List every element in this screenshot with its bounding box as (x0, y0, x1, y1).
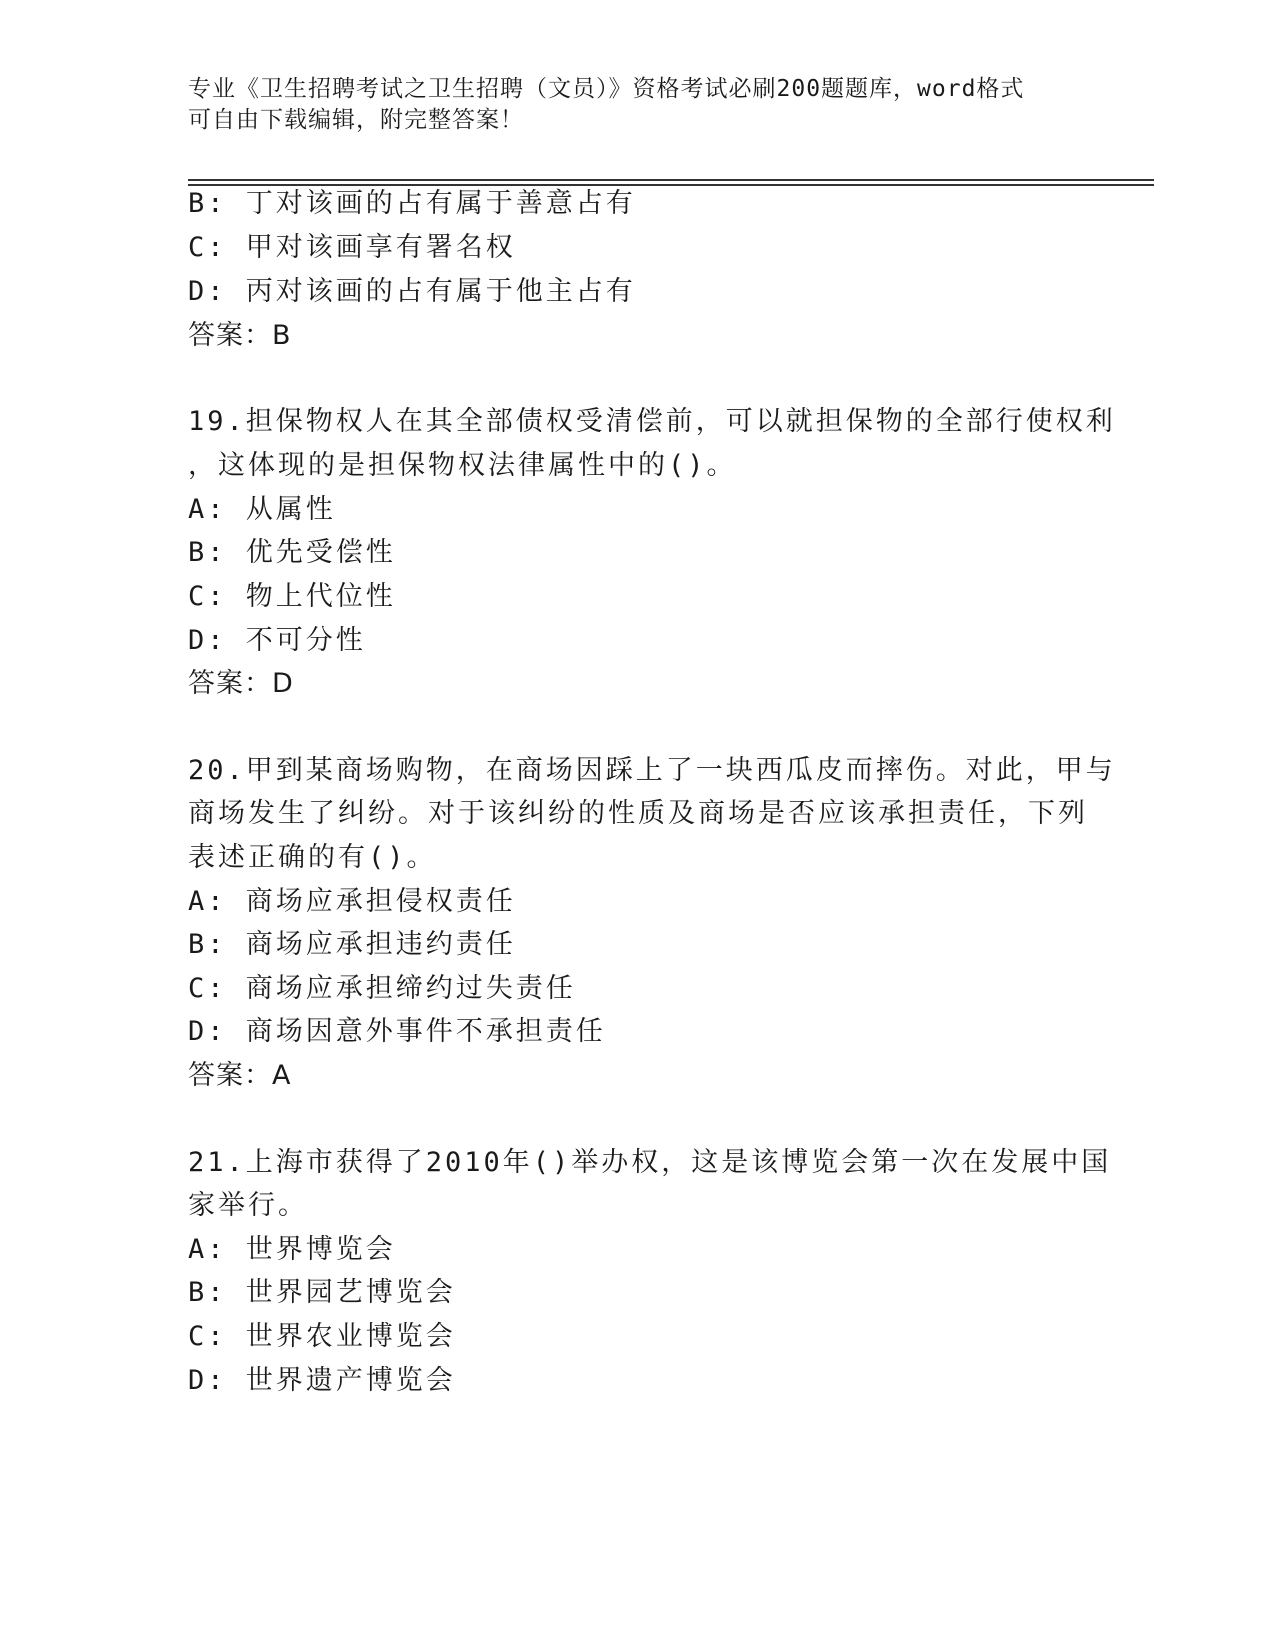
option-b: B: 丁对该画的占有属于善意占有 (188, 188, 636, 219)
question-21-stem-line-1: 21.上海市获得了2010年()举办权，这是该博览会第一次在发展中国 (188, 1147, 1112, 1178)
question-20-option-d: D: 商场因意外事件不承担责任 (188, 1016, 606, 1047)
question-20-option-b: B: 商场应承担违约责任 (188, 929, 516, 960)
question-21-option-c: C: 世界农业博览会 (188, 1321, 456, 1352)
question-20-answer: 答案：A (188, 1060, 292, 1091)
document-header (188, 74, 1088, 136)
question-19-option-b: B: 优先受偿性 (188, 537, 396, 568)
question-19-stem-line-1: 19.担保物权人在其全部债权受清偿前，可以就担保物的全部行使权利 (188, 406, 1116, 437)
question-21-option-d: D: 世界遗产博览会 (188, 1365, 456, 1396)
question-20-option-c: C: 商场应承担缔约过失责任 (188, 973, 576, 1004)
option-d: D: 丙对该画的占有属于他主占有 (188, 276, 636, 307)
question-20-stem-line-3: 表述正确的有()。 (188, 842, 437, 873)
option-c: C: 甲对该画享有署名权 (188, 232, 516, 263)
question-20-stem-line-1: 20.甲到某商场购物，在商场因踩上了一块西瓜皮而摔伤。对此，甲与 (188, 755, 1116, 786)
question-20-stem-line-2: 商场发生了纠纷。对于该纠纷的性质及商场是否应该承担责任，下列 (188, 798, 1088, 829)
header-line-1: 专业《卫生招聘考试之卫生招聘（文员）》资格考试必刷200题题库，word格式 (188, 76, 1025, 102)
question-21-option-b: B: 世界园艺博览会 (188, 1277, 456, 1308)
answer: 答案：B (188, 320, 292, 351)
header-rule-top (188, 179, 1154, 181)
question-19-answer: 答案：D (188, 668, 294, 699)
question-20-option-a: A: 商场应承担侵权责任 (188, 886, 516, 917)
question-21-stem-line-2: 家举行。 (188, 1190, 308, 1221)
question-19-stem-line-2: ，这体现的是担保物权法律属性中的()。 (188, 450, 737, 481)
question-19-option-c: C: 物上代位性 (188, 581, 396, 612)
question-21-option-a: A: 世界博览会 (188, 1234, 396, 1265)
question-19-option-a: A: 从属性 (188, 494, 336, 525)
question-19-option-d: D: 不可分性 (188, 625, 366, 656)
header-line-2: 可自由下载编辑，附完整答案！ (188, 107, 524, 133)
